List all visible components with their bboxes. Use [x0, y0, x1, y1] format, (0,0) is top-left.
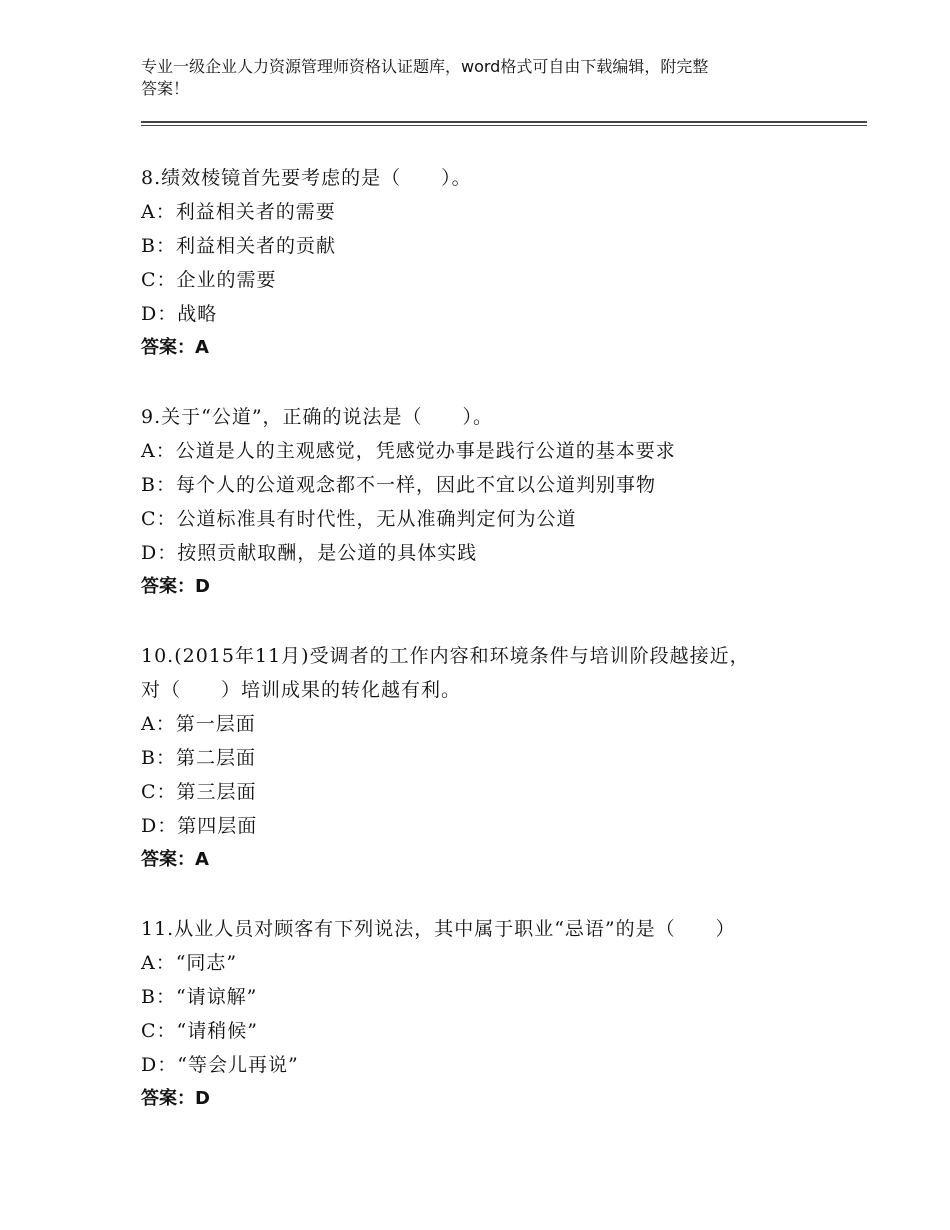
option-a: A：利益相关者的需要: [141, 201, 336, 223]
question-11: [141, 912, 861, 1116]
answer-label: 答案：: [141, 337, 195, 358]
option-d: D：第四层面: [141, 815, 258, 837]
answer-label: 答案：: [141, 849, 195, 870]
question-stem: 11.从业人员对顾客有下列说法，其中属于职业“忌语”的是（ ）: [141, 918, 736, 940]
header-divider-thin: [141, 125, 867, 126]
option-b: B：利益相关者的贡献: [141, 235, 336, 257]
header-divider-thick: [141, 121, 867, 123]
answer: [141, 1082, 861, 1116]
option-a: A：第一层面: [141, 713, 256, 735]
option-b: B：“请谅解”: [141, 986, 258, 1008]
question-stem: 8.绩效棱镜首先要考虑的是（ ）。: [141, 167, 472, 189]
option-d: D：按照贡献取酬，是公道的具体实践: [141, 542, 478, 564]
question-stem: 9.关于“公道”，正确的说法是（ ）。: [141, 406, 494, 428]
option-a: A：公道是人的主观感觉，凭感觉办事是践行公道的基本要求: [141, 440, 676, 462]
option-b: B：每个人的公道观念都不一样，因此不宜以公道判别事物: [141, 474, 656, 496]
option-b: B：第二层面: [141, 747, 256, 769]
question-8: [141, 161, 861, 365]
option-c: C：“请稍候”: [141, 1020, 258, 1042]
answer-value: D: [195, 1088, 210, 1109]
answer-value: D: [195, 576, 210, 597]
answer-value: A: [195, 337, 209, 358]
question-stem-line-2: 对（ ）培训成果的转化越有利。: [141, 679, 462, 701]
question-9: [141, 400, 861, 604]
document-header: [141, 56, 841, 100]
answer: [141, 843, 861, 877]
question-stem-line-1: 10.(2015年11月)受调者的工作内容和环境条件与培训阶段越接近，: [141, 645, 750, 667]
option-c: C：企业的需要: [141, 269, 277, 291]
answer-label: 答案：: [141, 1088, 195, 1109]
option-d: D：“等会儿再说”: [141, 1054, 299, 1076]
question-10: [141, 639, 861, 877]
header-line-1: 专业一级企业人力资源管理师资格认证题库，word格式可自由下载编辑，附完整: [141, 57, 709, 76]
answer-label: 答案：: [141, 576, 195, 597]
option-c: C：公道标准具有时代性，无从准确判定何为公道: [141, 508, 577, 530]
option-c: C：第三层面: [141, 781, 257, 803]
option-d: D：战略: [141, 303, 218, 325]
option-a: A：“同志”: [141, 952, 238, 974]
answer-value: A: [195, 849, 209, 870]
answer: [141, 570, 861, 604]
answer: [141, 331, 861, 365]
header-line-2: 答案！: [141, 79, 190, 98]
